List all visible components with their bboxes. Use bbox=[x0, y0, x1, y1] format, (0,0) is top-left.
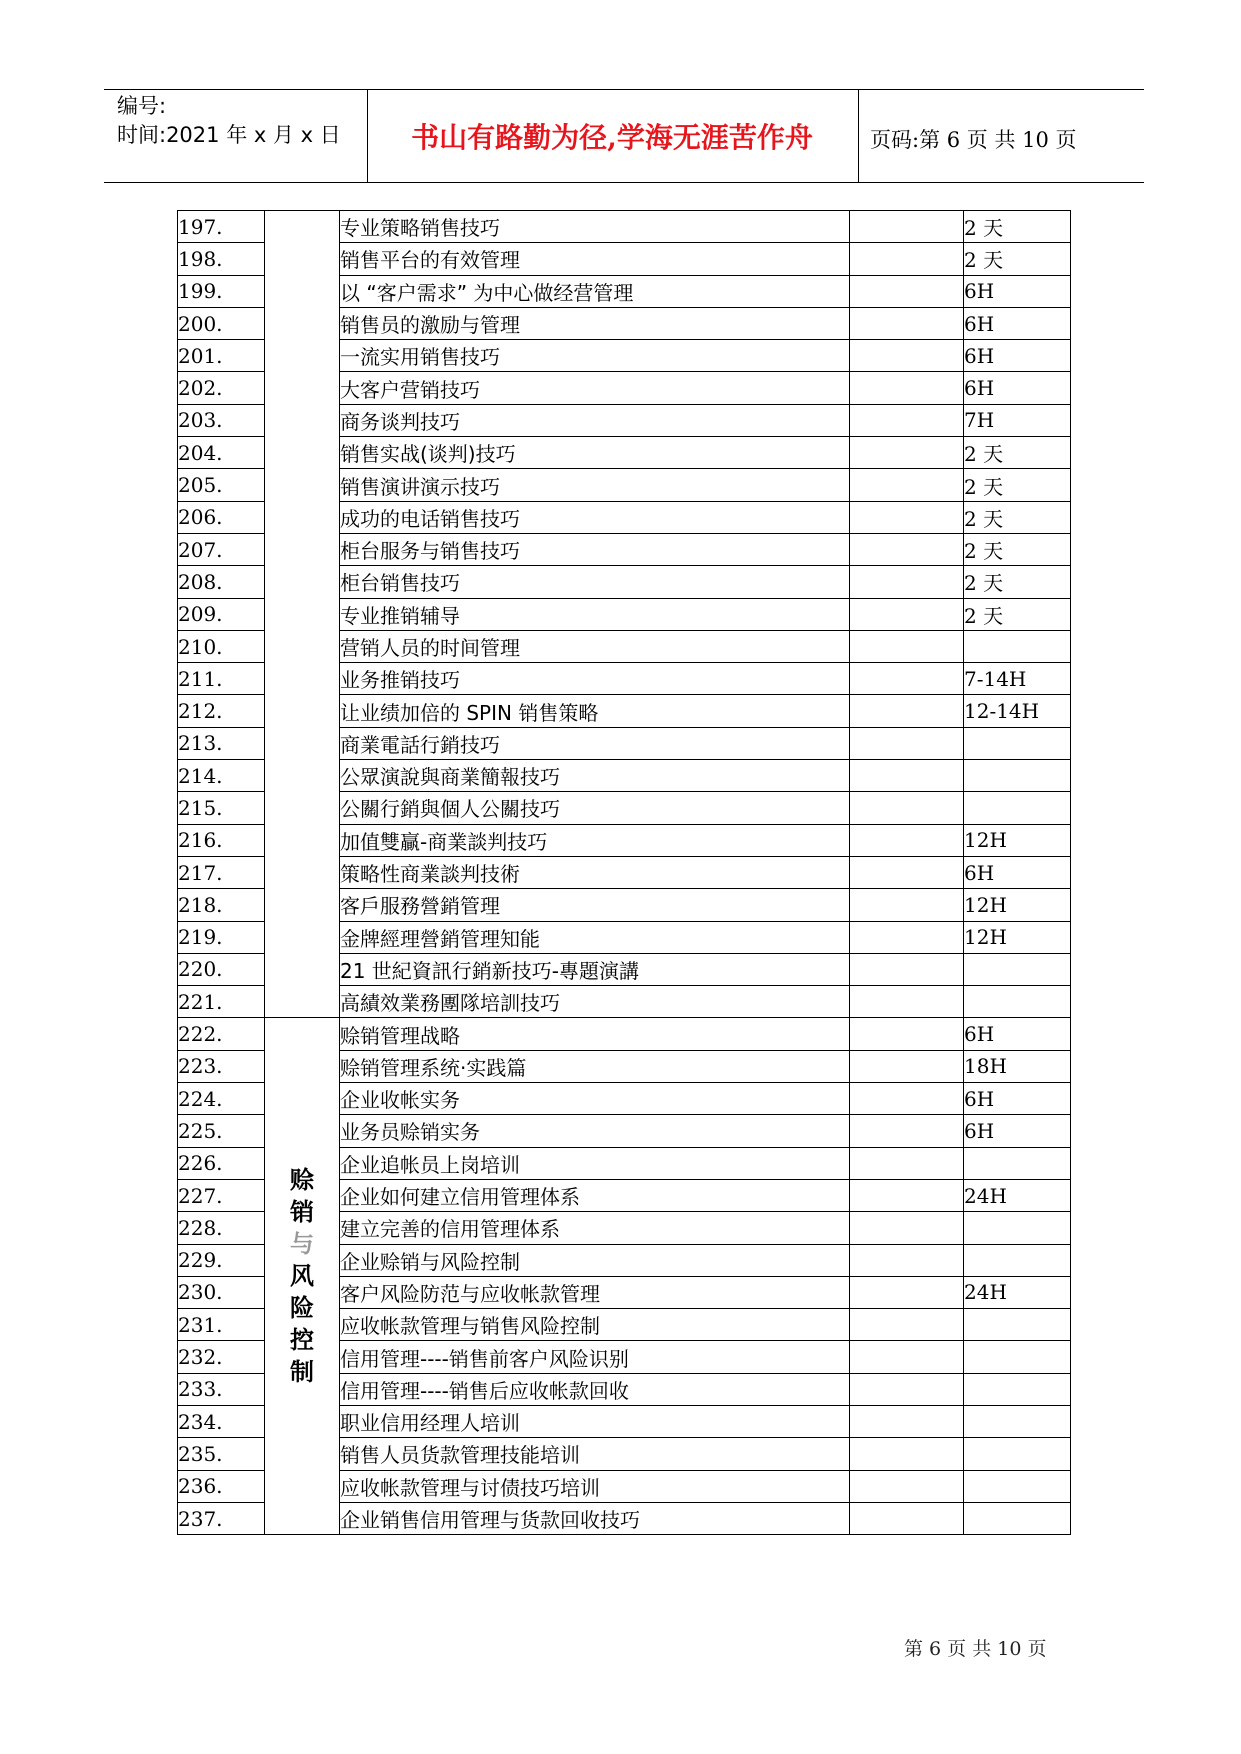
course-duration bbox=[964, 1438, 1071, 1470]
blank-cell bbox=[850, 275, 964, 307]
row-number: 231. bbox=[178, 1309, 265, 1341]
course-duration: 18H bbox=[964, 1050, 1071, 1082]
row-number: 228. bbox=[178, 1212, 265, 1244]
blank-cell bbox=[850, 469, 964, 501]
row-number: 230. bbox=[178, 1276, 265, 1308]
row-number: 216. bbox=[178, 824, 265, 856]
course-duration bbox=[964, 1373, 1071, 1405]
course-duration bbox=[964, 1470, 1071, 1502]
course-duration bbox=[964, 1244, 1071, 1276]
blank-cell bbox=[850, 856, 964, 888]
blank-cell bbox=[850, 921, 964, 953]
course-name: 大客户营销技巧 bbox=[340, 372, 850, 404]
row-number: 225. bbox=[178, 1115, 265, 1147]
header-page-label: 页码:第 6 页 共 10 页 bbox=[870, 128, 1077, 152]
blank-cell bbox=[850, 1050, 964, 1082]
course-name: 专业推销辅导 bbox=[340, 598, 850, 630]
course-name: 销售平台的有效管理 bbox=[340, 243, 850, 275]
row-number: 212. bbox=[178, 695, 265, 727]
blank-cell bbox=[850, 1309, 964, 1341]
category-cell-credit bbox=[265, 1018, 340, 1535]
header-number-label: 编号: bbox=[117, 94, 167, 118]
header-motto: 书山有路勤为径,学海无涯苦作舟 bbox=[411, 121, 813, 154]
blank-cell bbox=[850, 1083, 964, 1115]
blank-cell bbox=[850, 1212, 964, 1244]
row-number: 217. bbox=[178, 856, 265, 888]
course-name: 赊销管理战略 bbox=[340, 1018, 850, 1050]
blank-cell bbox=[850, 243, 964, 275]
course-duration bbox=[964, 1147, 1071, 1179]
row-number: 206. bbox=[178, 501, 265, 533]
course-name: 销售实战(谈判)技巧 bbox=[340, 437, 850, 469]
row-number: 197. bbox=[178, 211, 265, 243]
blank-cell bbox=[850, 307, 964, 339]
blank-cell bbox=[850, 1179, 964, 1211]
row-number: 237. bbox=[178, 1502, 265, 1534]
course-name: 公關行銷與個人公關技巧 bbox=[340, 792, 850, 824]
category-label-connector: 与 bbox=[290, 1230, 314, 1259]
course-name: 职业信用经理人培训 bbox=[340, 1405, 850, 1437]
course-name: 企业销售信用管理与货款回收技巧 bbox=[340, 1502, 850, 1534]
course-duration bbox=[964, 760, 1071, 792]
course-duration: 24H bbox=[964, 1179, 1071, 1211]
course-name: 高績效業務團隊培訓技巧 bbox=[340, 986, 850, 1018]
course-duration: 7-14H bbox=[964, 663, 1071, 695]
header-top-rule bbox=[104, 89, 1144, 90]
course-name: 企业追帐员上岗培训 bbox=[340, 1147, 850, 1179]
blank-cell bbox=[850, 501, 964, 533]
course-name: 企业收帐实务 bbox=[340, 1083, 850, 1115]
header-bottom-rule bbox=[104, 182, 1144, 183]
course-duration bbox=[964, 727, 1071, 759]
table-row bbox=[178, 1018, 1071, 1050]
course-name: 业务员赊销实务 bbox=[340, 1115, 850, 1147]
row-number: 208. bbox=[178, 566, 265, 598]
row-number: 215. bbox=[178, 792, 265, 824]
row-number: 202. bbox=[178, 372, 265, 404]
row-number: 211. bbox=[178, 663, 265, 695]
blank-cell bbox=[850, 1405, 964, 1437]
course-duration bbox=[964, 1341, 1071, 1373]
row-number: 236. bbox=[178, 1470, 265, 1502]
course-name: 业务推销技巧 bbox=[340, 663, 850, 695]
blank-cell bbox=[850, 986, 964, 1018]
course-duration: 2 天 bbox=[964, 211, 1071, 243]
course-name: 信用管理----销售前客户风险识别 bbox=[340, 1341, 850, 1373]
header-meta bbox=[117, 92, 357, 150]
blank-cell bbox=[850, 760, 964, 792]
course-name: 以 “客户需求” 为中心做经营管理 bbox=[340, 275, 850, 307]
row-number: 229. bbox=[178, 1244, 265, 1276]
row-number: 234. bbox=[178, 1405, 265, 1437]
course-name: 信用管理----销售后应收帐款回收 bbox=[340, 1373, 850, 1405]
course-name: 21 世紀資訊行銷新技巧-專題演講 bbox=[340, 953, 850, 985]
course-duration: 2 天 bbox=[964, 501, 1071, 533]
course-duration: 24H bbox=[964, 1276, 1071, 1308]
row-number: 214. bbox=[178, 760, 265, 792]
row-number: 235. bbox=[178, 1438, 265, 1470]
course-duration: 6H bbox=[964, 307, 1071, 339]
row-number: 204. bbox=[178, 437, 265, 469]
course-duration: 2 天 bbox=[964, 437, 1071, 469]
blank-cell bbox=[850, 889, 964, 921]
row-number: 224. bbox=[178, 1083, 265, 1115]
course-duration: 6H bbox=[964, 275, 1071, 307]
blank-cell bbox=[850, 824, 964, 856]
course-name: 柜台销售技巧 bbox=[340, 566, 850, 598]
blank-cell bbox=[850, 1018, 964, 1050]
blank-cell bbox=[850, 533, 964, 565]
course-name: 商業電話行銷技巧 bbox=[340, 727, 850, 759]
header-divider-right bbox=[858, 89, 859, 183]
course-duration: 6H bbox=[964, 372, 1071, 404]
blank-cell bbox=[850, 953, 964, 985]
row-number: 213. bbox=[178, 727, 265, 759]
blank-cell bbox=[850, 1373, 964, 1405]
course-duration: 2 天 bbox=[964, 243, 1071, 275]
course-duration bbox=[964, 953, 1071, 985]
course-duration bbox=[964, 1502, 1071, 1534]
course-name: 销售员的激励与管理 bbox=[340, 307, 850, 339]
course-duration: 6H bbox=[964, 1018, 1071, 1050]
blank-cell bbox=[850, 1244, 964, 1276]
blank-cell bbox=[850, 727, 964, 759]
course-name: 客户风险防范与应收帐款管理 bbox=[340, 1276, 850, 1308]
course-name: 专业策略销售技巧 bbox=[340, 211, 850, 243]
row-number: 218. bbox=[178, 889, 265, 921]
course-name: 成功的电话销售技巧 bbox=[340, 501, 850, 533]
course-duration: 2 天 bbox=[964, 533, 1071, 565]
course-duration bbox=[964, 1212, 1071, 1244]
course-name: 公眾演說與商業簡報技巧 bbox=[340, 760, 850, 792]
blank-cell bbox=[850, 566, 964, 598]
course-name: 策略性商業談判技術 bbox=[340, 856, 850, 888]
blank-cell bbox=[850, 1341, 964, 1373]
row-number: 201. bbox=[178, 340, 265, 372]
row-number: 221. bbox=[178, 986, 265, 1018]
blank-cell bbox=[850, 1147, 964, 1179]
course-duration: 12H bbox=[964, 824, 1071, 856]
row-number: 199. bbox=[178, 275, 265, 307]
blank-cell bbox=[850, 695, 964, 727]
row-number: 210. bbox=[178, 630, 265, 662]
blank-cell bbox=[850, 1470, 964, 1502]
course-duration: 6H bbox=[964, 1083, 1071, 1115]
row-number: 205. bbox=[178, 469, 265, 501]
course-duration: 2 天 bbox=[964, 566, 1071, 598]
blank-cell bbox=[850, 598, 964, 630]
row-number: 227. bbox=[178, 1179, 265, 1211]
course-duration: 6H bbox=[964, 340, 1071, 372]
category-label bbox=[289, 1164, 315, 1388]
row-number: 232. bbox=[178, 1341, 265, 1373]
category-label-part: 风险控制 bbox=[290, 1262, 314, 1387]
course-name: 商务谈判技巧 bbox=[340, 404, 850, 436]
course-duration bbox=[964, 986, 1071, 1018]
course-name: 应收帐款管理与销售风险控制 bbox=[340, 1309, 850, 1341]
course-duration bbox=[964, 1405, 1071, 1437]
course-name: 销售人员货款管理技能培训 bbox=[340, 1438, 850, 1470]
row-number: 220. bbox=[178, 953, 265, 985]
blank-cell bbox=[850, 1502, 964, 1534]
row-number: 223. bbox=[178, 1050, 265, 1082]
blank-cell bbox=[850, 1438, 964, 1470]
course-name: 金牌經理營銷管理知能 bbox=[340, 921, 850, 953]
course-duration: 6H bbox=[964, 856, 1071, 888]
row-number: 203. bbox=[178, 404, 265, 436]
course-duration: 2 天 bbox=[964, 469, 1071, 501]
blank-cell bbox=[850, 211, 964, 243]
course-name: 应收帐款管理与讨债技巧培训 bbox=[340, 1470, 850, 1502]
header-time-label: 时间:2021 年 x 月 x 日 bbox=[117, 123, 341, 147]
row-number: 222. bbox=[178, 1018, 265, 1050]
blank-cell bbox=[850, 1115, 964, 1147]
course-name: 让业绩加倍的 SPIN 销售策略 bbox=[340, 695, 850, 727]
row-number: 219. bbox=[178, 921, 265, 953]
row-number: 226. bbox=[178, 1147, 265, 1179]
course-name: 企业如何建立信用管理体系 bbox=[340, 1179, 850, 1211]
course-table bbox=[177, 210, 1071, 1535]
blank-cell bbox=[850, 1276, 964, 1308]
blank-cell bbox=[850, 792, 964, 824]
course-duration: 12-14H bbox=[964, 695, 1071, 727]
category-label-part: 赊销 bbox=[290, 1166, 314, 1227]
course-name: 赊销管理系统·实践篇 bbox=[340, 1050, 850, 1082]
blank-cell bbox=[850, 340, 964, 372]
blank-cell bbox=[850, 372, 964, 404]
course-duration: 7H bbox=[964, 404, 1071, 436]
row-number: 209. bbox=[178, 598, 265, 630]
course-name: 企业赊销与风险控制 bbox=[340, 1244, 850, 1276]
course-duration bbox=[964, 630, 1071, 662]
course-name: 客戶服務營銷管理 bbox=[340, 889, 850, 921]
course-name: 建立完善的信用管理体系 bbox=[340, 1212, 850, 1244]
course-name: 销售演讲演示技巧 bbox=[340, 469, 850, 501]
blank-cell bbox=[850, 404, 964, 436]
course-duration bbox=[964, 792, 1071, 824]
row-number: 198. bbox=[178, 243, 265, 275]
blank-cell bbox=[850, 437, 964, 469]
course-name: 一流实用销售技巧 bbox=[340, 340, 850, 372]
blank-cell bbox=[850, 663, 964, 695]
course-name: 柜台服务与销售技巧 bbox=[340, 533, 850, 565]
course-name: 加值雙贏-商業談判技巧 bbox=[340, 824, 850, 856]
course-duration: 2 天 bbox=[964, 598, 1071, 630]
course-duration: 12H bbox=[964, 889, 1071, 921]
row-number: 207. bbox=[178, 533, 265, 565]
table-row bbox=[178, 211, 1071, 243]
course-duration: 12H bbox=[964, 921, 1071, 953]
course-name: 营销人员的时间管理 bbox=[340, 630, 850, 662]
blank-cell bbox=[850, 630, 964, 662]
course-duration bbox=[964, 1309, 1071, 1341]
category-cell-sales bbox=[265, 211, 340, 1018]
row-number: 200. bbox=[178, 307, 265, 339]
header-divider-left bbox=[367, 89, 368, 183]
page-footer: 第 6 页 共 10 页 bbox=[904, 1638, 1047, 1660]
row-number: 233. bbox=[178, 1373, 265, 1405]
course-duration: 6H bbox=[964, 1115, 1071, 1147]
